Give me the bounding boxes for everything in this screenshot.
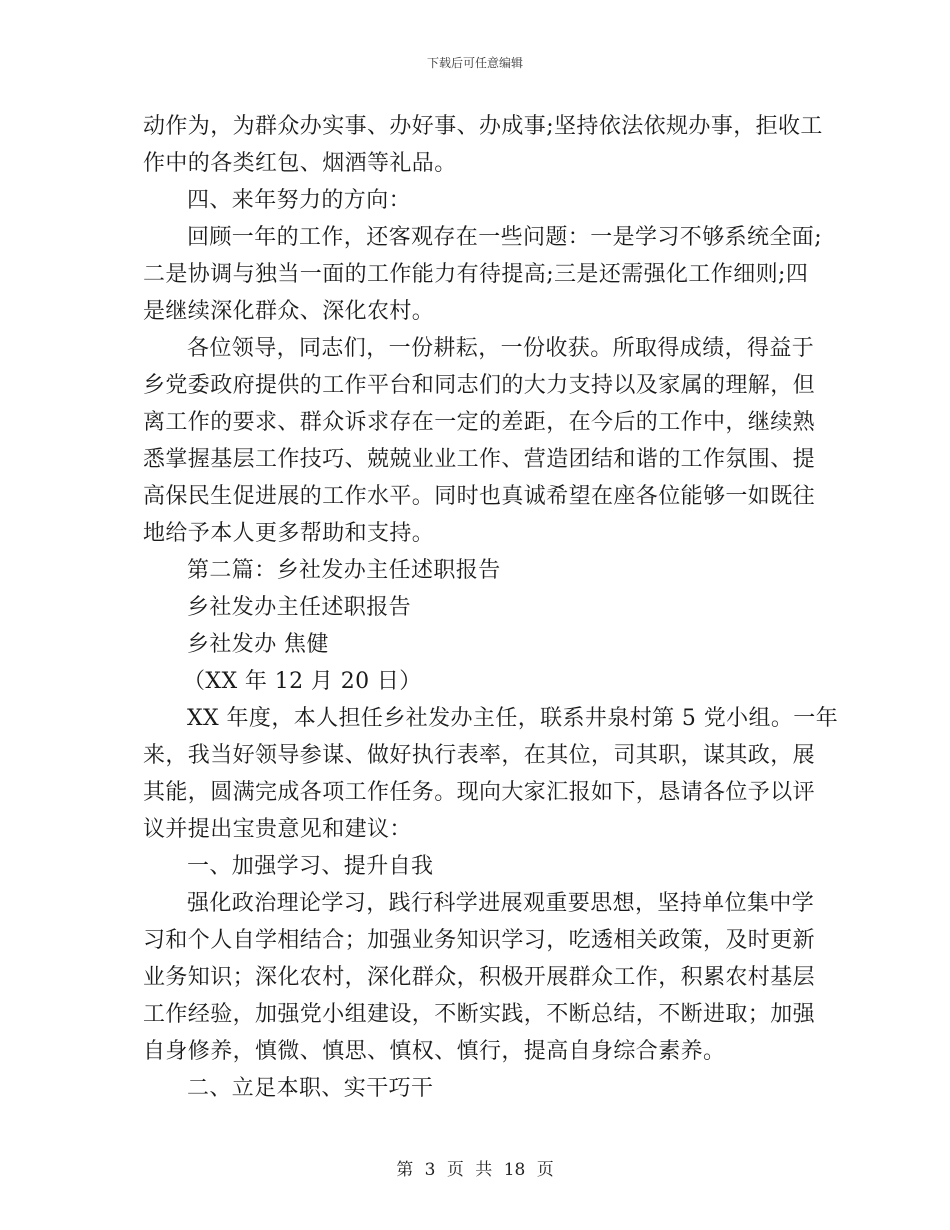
text-line: 其能，圆满完成各项工作任务。现向大家汇报如下，恳请各位予以评: [143, 780, 816, 805]
report-date: （XX 年 12 月 20 日）: [183, 669, 422, 694]
section-heading: 二、立足本职、实干巧干: [187, 1076, 434, 1101]
page-number: 第 3 页 共 18 页: [396, 1160, 554, 1180]
text-line: 离工作的要求、群众诉求存在一定的差距，在今后的工作中，继续熟: [143, 410, 816, 435]
text-line: 二是协调与独当一面的工作能力有待提高;三是还需强化工作细则;四: [143, 262, 809, 287]
document-body: [143, 108, 839, 1107]
text-line: XX 年度，本人担任乡社发办主任，联系井泉村第 5 党小组。一年: [187, 706, 839, 731]
text-line: 动作为，为群众办实事、办好事、办成事;坚持依法依规办事，拒收工: [143, 114, 823, 139]
section-heading: 四、来年努力的方向：: [187, 188, 412, 213]
text-line: 高保民生促进展的工作水平。同时也真诚希望在座各位能够一如既往: [143, 484, 816, 509]
page-header: 下载后可任意编辑: [426, 56, 523, 70]
chapter-title: 第二篇：乡社发办主任述职报告: [187, 558, 501, 583]
text-line: 习和个人自学相结合；加强业务知识学习，吃透相关政策，及时更新: [143, 928, 816, 953]
text-line: 强化政治理论学习，践行科学进展观重要思想，坚持单位集中学: [187, 891, 815, 916]
text-line: 地给予本人更多帮助和支持。: [143, 521, 435, 546]
report-author: 乡社发办 焦健: [187, 632, 329, 657]
text-line: 业务知识；深化农村，深化群众，积极开展群众工作，积累农村基层: [143, 965, 816, 990]
section-heading: 一、加强学习、提升自我: [187, 854, 434, 879]
text-line: 来，我当好领导参谋、做好执行表率，在其位，司其职，谋其政，展: [143, 743, 816, 768]
text-line: 各位领导，同志们，一份耕耘，一份收获。所取得成绩，得益于: [187, 336, 815, 361]
text-line: 悉掌握基层工作技巧、兢兢业业工作、营造团结和谐的工作氛围、提: [143, 447, 816, 472]
text-line: 作中的各类红包、烟酒等礼品。: [143, 151, 457, 176]
text-line: 工作经验，加强党小组建设，不断实践，不断总结，不断进取；加强: [143, 1002, 816, 1027]
text-line: 是继续深化群众、深化农村。: [143, 299, 435, 324]
text-line: 乡党委政府提供的工作平台和同志们的大力支持以及家属的理解，但: [143, 373, 816, 398]
text-line: 议并提出宝贵意见和建议：: [143, 817, 412, 842]
report-title: 乡社发办主任述职报告: [187, 595, 412, 620]
text-line: 回顾一年的工作，还客观存在一些问题：一是学习不够系统全面;: [187, 225, 823, 250]
text-line: 自身修养，慎微、慎思、慎权、慎行，提高自身综合素养。: [143, 1039, 726, 1064]
